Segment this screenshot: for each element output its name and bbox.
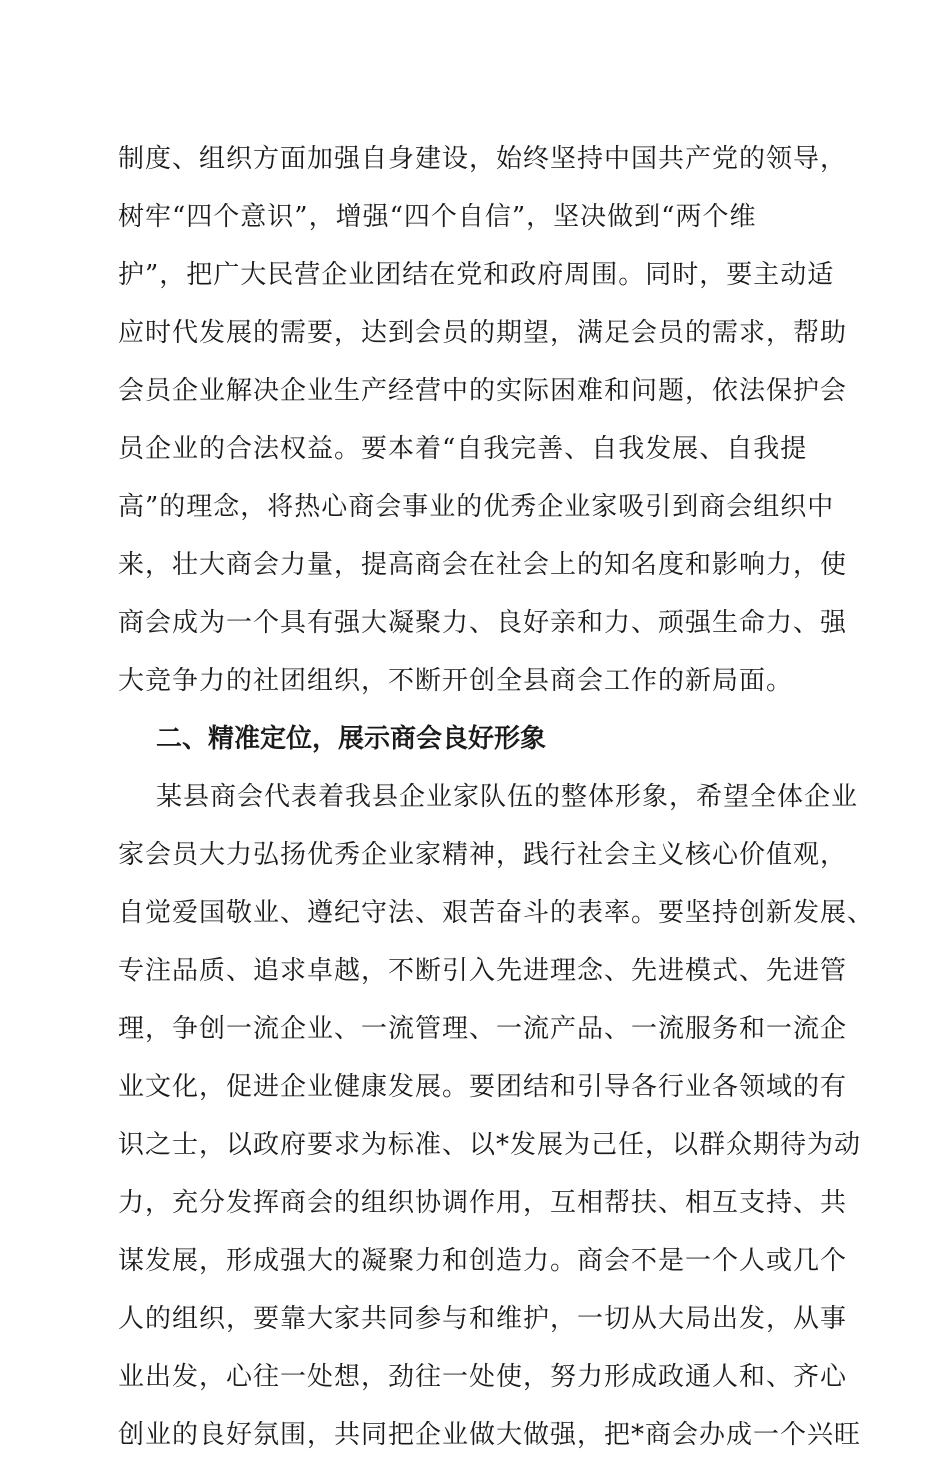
- paragraph-line: 某县商会代表着我县企业家队伍的整体形象，希望全体企业: [156, 782, 859, 812]
- paragraph-line: 护”，把广大民营企业团结在党和政府周围。同时，要主动适: [118, 260, 835, 290]
- paragraph-line: 员企业的合法权益。要本着“自我完善、自我发展、自我提: [118, 434, 808, 464]
- paragraph-line: 商会成为一个具有强大凝聚力、良好亲和力、顽强生命力、强: [118, 608, 848, 638]
- section-heading: 二、精准定位，展示商会良好形象: [156, 724, 547, 754]
- paragraph-line: 家会员大力弘扬优秀企业家精神，践行社会主义核心价值观，: [118, 840, 848, 870]
- paragraph-line: 会员企业解决企业生产经营中的实际困难和问题，依法保护会: [118, 376, 848, 406]
- paragraph-line: 专注品质、追求卓越，不断引入先进理念、先进模式、先进管: [118, 956, 848, 986]
- paragraph-line: 人的组织，要靠大家共同参与和维护，一切从大局出发，从事: [118, 1304, 848, 1334]
- paragraph-line: 识之士，以政府要求为标准、以*发展为己任，以群众期待为动: [118, 1130, 862, 1160]
- paragraph-line: 高”的理念，将热心商会事业的优秀企业家吸引到商会组织中: [118, 492, 835, 522]
- document-body: [118, 130, 875, 1464]
- paragraph-line: 业文化，促进企业健康发展。要团结和引导各行业各领域的有: [118, 1072, 848, 1102]
- paragraph-line: 自觉爱国敬业、遵纪守法、艰苦奋斗的表率。要坚持创新发展、: [118, 898, 875, 928]
- paragraph-line: 来，壮大商会力量，提高商会在社会上的知名度和影响力，使: [118, 550, 848, 580]
- paragraph-line: 制度、组织方面加强自身建设，始终坚持中国共产党的领导，: [118, 144, 848, 174]
- paragraph-line: 力，充分发挥商会的组织协调作用，互相帮扶、相互支持、共: [118, 1188, 848, 1218]
- paragraph-line: 业出发，心往一处想，劲往一处使，努力形成政通人和、齐心: [118, 1362, 848, 1392]
- paragraph-line: 应时代发展的需要，达到会员的期望，满足会员的需求，帮助: [118, 318, 848, 348]
- paragraph-line: 创业的良好氛围，共同把企业做大做强，把*商会办成一个兴旺: [118, 1420, 862, 1450]
- paragraph-line: 大竞争力的社团组织，不断开创全县商会工作的新局面。: [118, 666, 794, 696]
- paragraph-line: 树牢“四个意识”，增强“四个自信”，坚决做到“两个维: [118, 202, 757, 232]
- paragraph-line: 理，争创一流企业、一流管理、一流产品、一流服务和一流企: [118, 1014, 848, 1044]
- paragraph-line: 谋发展，形成强大的凝聚力和创造力。商会不是一个人或几个: [118, 1246, 848, 1276]
